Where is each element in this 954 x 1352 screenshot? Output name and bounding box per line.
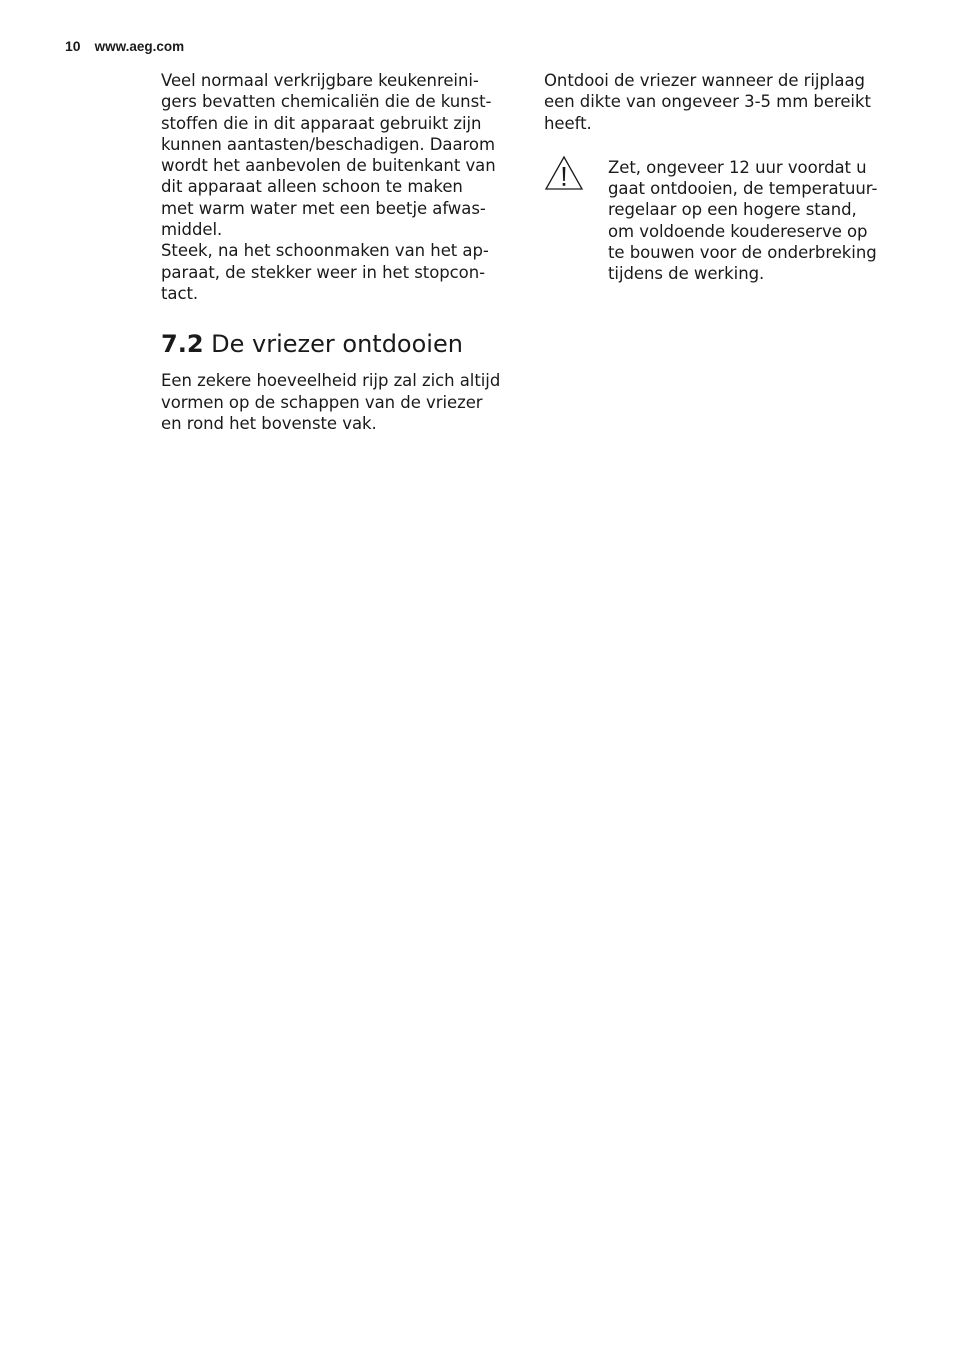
warning-text: Zet, ongeveer 12 uur voordat u gaat ontdooien, de temperatuur- regelaar op een hogere stand, om voldoende koudereserve op te bouwen voor de onderbreking tijdens de werking. xyxy=(608,157,878,284)
site-url: www.aeg.com xyxy=(94,39,185,54)
right-column xyxy=(544,70,904,285)
section-heading xyxy=(161,328,521,360)
section-title: De vriezer ontdooien xyxy=(211,330,463,359)
page-header xyxy=(65,38,184,58)
warning-triangle-icon xyxy=(544,155,584,191)
defrost-paragraph: Een zekere hoeveelheid rijp zal zich altijd vormen op de schappen van de vriezer en rond het bovenste vak. xyxy=(161,371,501,433)
cleaning-paragraph: Veel normaal verkrijgbare keukenreini- gers bevatten chemicaliën die de kunst- stoffen die in dit apparaat gebruikt zijn kunnen aantasten/beschadigen. Daarom wordt het aanbevolen de buitenkant van dit apparaat alleen schoon te maken met warm water met een beetje afwas- middel. Steek, na het schoonmaken van het ap- paraat, de stekker weer in het stopcon- tact. xyxy=(161,71,496,303)
defrost-instruction-paragraph: Ontdooi de vriezer wanneer de rijplaag een dikte van ongeveer 3-5 mm bereikt heeft. xyxy=(544,71,871,133)
section-number: 7.2 xyxy=(161,330,204,359)
left-column xyxy=(161,70,521,434)
warning-block xyxy=(544,157,904,285)
page-number: 10 xyxy=(65,38,81,54)
